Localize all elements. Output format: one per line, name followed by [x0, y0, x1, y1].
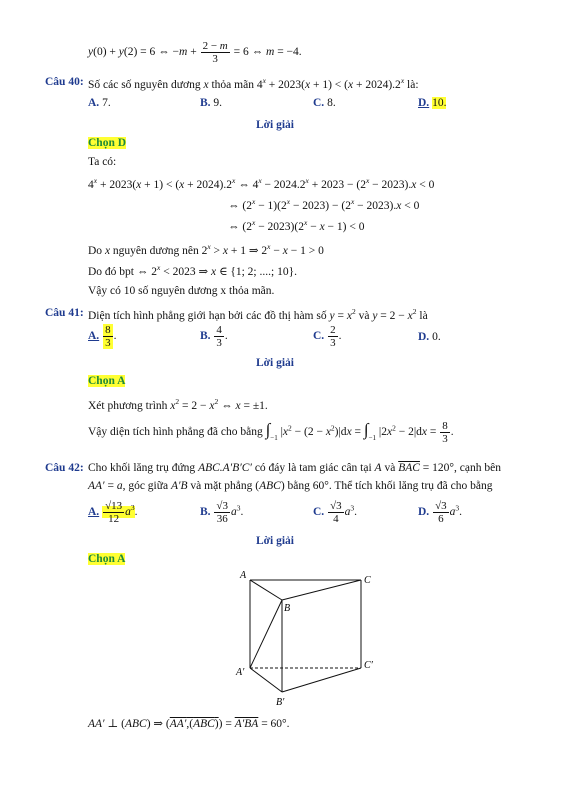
q41-option-b: B. $\frac{4}{3}$ . — [200, 324, 228, 349]
q40-line6: Vậy có 10 số nguyên dương x thỏa mãn. — [88, 285, 275, 297]
q40-line2: ⇔ $(2^x - 1)(2^x - 2023) - (2^x - 2023).x < 0$ — [228, 197, 420, 212]
q42-solution-title: Lời giải — [256, 535, 294, 547]
q40-ta-co: Ta có: — [88, 156, 117, 168]
q41-option-c: C. $\frac{2}{3}$ . — [313, 324, 342, 349]
label-B-prime: B′ — [276, 697, 285, 708]
q40-option-d: D. 10. — [418, 97, 447, 109]
q42-option-d: D. $\frac{√3}{6}$ $a^3$. — [418, 500, 462, 525]
q40-option-a: A. 7. — [88, 97, 111, 109]
q40-chon: Chọn D — [88, 137, 127, 149]
q40-text: Số các số nguyên dương x thỏa mãn $4^x + 2023(x + 1) < (x + 2024).2^x$ là: — [88, 76, 419, 91]
q41-option-a: A. $\frac{8}{3}$ . — [88, 324, 117, 349]
q41-text: Diện tích hình phẳng giới hạn bởi các đồ thị hàm số $y = x^2$ và $y = 2 - x^2$ là — [88, 307, 428, 322]
q41-solution-title: Lời giải — [256, 357, 294, 369]
q42-label: Câu 42: — [45, 462, 84, 474]
q42-bottom-line: AA′ ⊥ (ABC) ⇒ (AA′,(ABC)) = A′BA = 60°. — [88, 718, 290, 730]
top-equation-text: y(0) + y(2) = 6 ⇔ −m + $\frac{2 - m}{3}$ = 6 ⇔ m = −4. — [88, 40, 302, 65]
q40-solution-title: Lời giải — [256, 119, 294, 131]
q42-option-b: B. $\frac{√3}{36}$ $a^3$. — [200, 500, 244, 525]
q40-option-b: B. 9. — [200, 97, 223, 109]
label-C-prime: C′ — [364, 660, 373, 671]
label-A: A — [240, 570, 247, 581]
label-A-prime: A′ — [236, 667, 245, 678]
q41-line2: Vậy diện tích hình phẳng đã cho bằng $\int_{-1}$ $|x^2 - (2 - x^2)|dx = \int_{-1}$ $|2x^2 - 2|dx$ = $\frac{8}{3}$ . — [88, 420, 454, 445]
q41-line1: Xét phương trình $x^2 = 2 - x^2$ ⇔ x = ±1. — [88, 397, 268, 412]
q42-chon: Chọn A — [88, 553, 126, 565]
q41-label: Câu 41: — [45, 307, 84, 319]
q40-option-c: C. 8. — [313, 97, 336, 109]
prism-figure — [228, 565, 388, 710]
q40-line4: Do x nguyên dương nên $2^x > x + 1$ ⇒ $2^x - x - 1 > 0$ — [88, 242, 324, 257]
q41-option-d: D. 0. — [418, 331, 441, 343]
q41-chon: Chọn A — [88, 375, 126, 387]
q40-line1: $4^x + 2023(x + 1) < (x + 2024).2^x$ ⇔ $4^x - 2024.2^x + 2023 - (2^x - 2023).x < 0$ — [88, 176, 435, 191]
q40-label: Câu 40: — [45, 76, 84, 88]
label-B: B — [284, 603, 291, 614]
q42-option-a: A. $\frac{√13}{12}$ $a^3$. — [88, 500, 138, 525]
top-equation — [88, 40, 302, 65]
label-C: C — [364, 575, 371, 586]
q42-option-c: C. $\frac{√3}{4}$ $a^3$. — [313, 500, 357, 525]
q40-line3: ⇔ $(2^x - 2023)(2^x - x - 1) < 0$ — [228, 218, 365, 233]
q42-text2: AA′ = a, góc giữa A′B và mặt phẳng (ABC) bằng 60°. Thể tích khối lăng trụ đã cho bằng — [88, 480, 493, 492]
q42-text1: Cho khối lăng trụ đứng ABC.A′B′C′ có đáy là tam giác cân tại A và $\overline{BAC} = 120^\circ$, cạnh bên — [88, 462, 501, 474]
q40-line5: Do đó bpt ⇔ $2^x < 2023$ ⇒ x ∈ {1; 2; ....; 10}. — [88, 263, 297, 278]
